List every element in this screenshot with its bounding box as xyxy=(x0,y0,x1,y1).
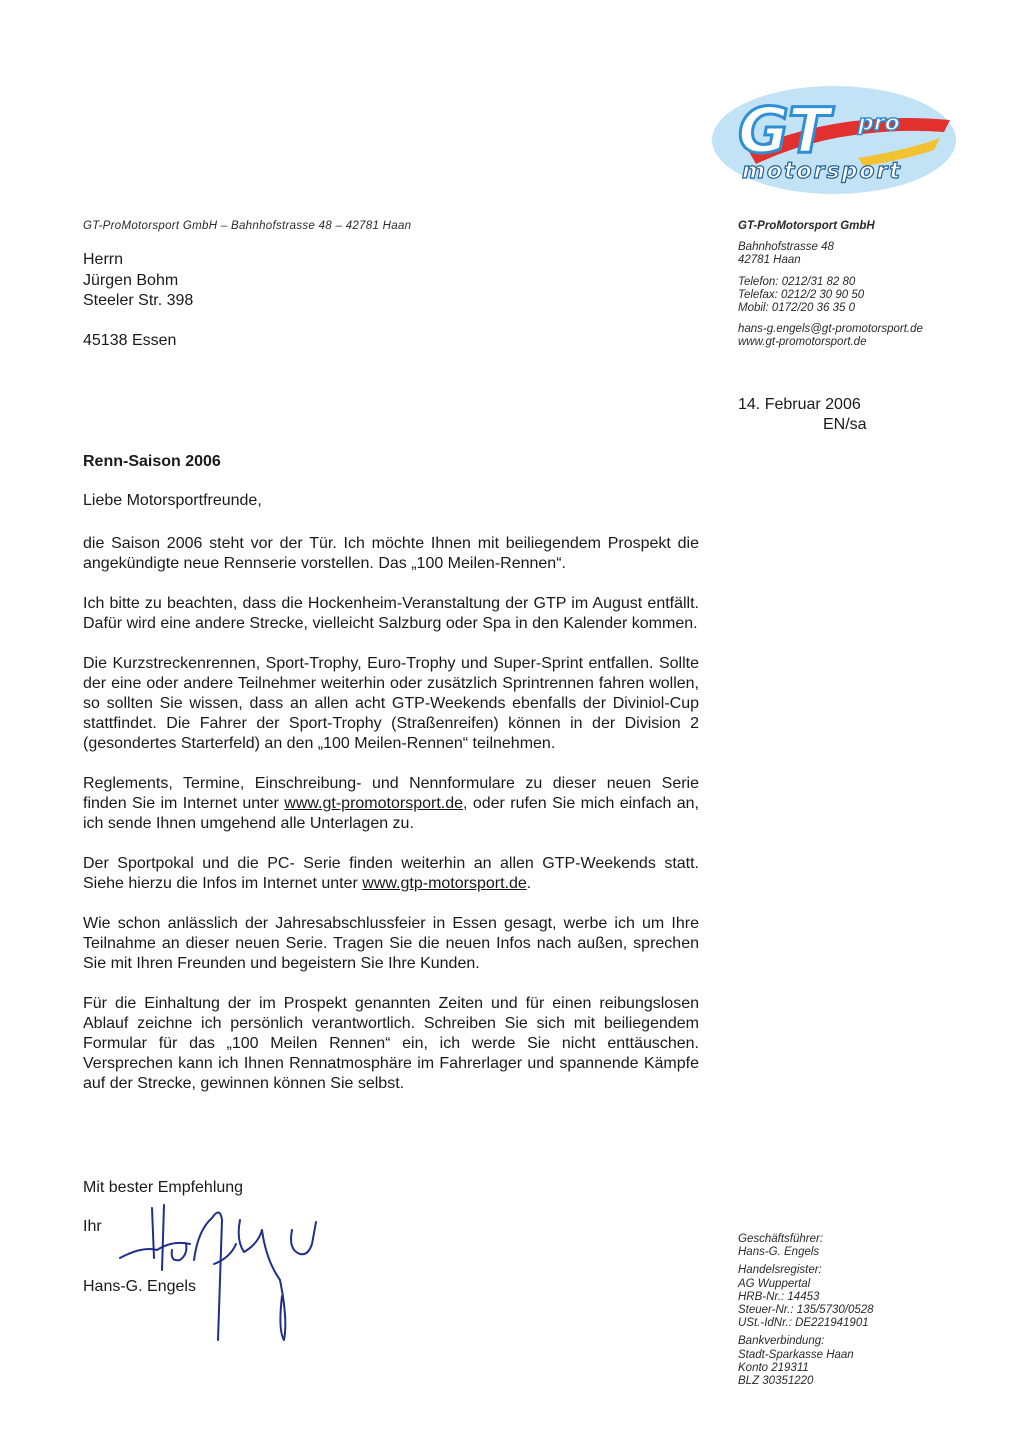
signer-name: Hans-G. Engels xyxy=(83,1278,196,1295)
logo-tagline-text: motorsport xyxy=(742,159,902,184)
paragraph-7: Für die Einhaltung der im Prospekt genannten Zeiten und für einen reibungslosen Ablauf zeichne ich persönlich verantwortlich. Schreiben Sie sich mit beiliegendem Formular für das „100 Meilen Rennen“ ein, ich werde Sie nicht enttäuschen. Versprechen kann ich Ihnen Rennatmosphäre im Fahrerlager und spannende Kämpfe auf der Strecke, gewinnen können Sie selbst. xyxy=(83,995,699,1092)
paragraph-3: Die Kurzstreckenrennen, Sport-Trophy, Euro-Trophy und Super-Sprint entfallen. Sollte der eine oder andere Teilnehmer weiterhin oder zusätzlich Sprintrennen fahren wollen, so sollten Sie wissen, dass an allen acht GTP-Weekends ebenfalls der Diviniol-Cup stattfindet. Die Fahrer der Sport-Trophy (Straßenreifen) können in der Division 2 (gesondertes Starterfeld) an den „100 Meilen-Rennen“ teilnehmen. xyxy=(83,655,699,752)
logo-pro-text: pro xyxy=(858,111,900,136)
gf-name: Hans-G. Engels xyxy=(738,1246,820,1259)
gt-promotorsport-link[interactable]: www.gt-promotorsport.de xyxy=(284,795,463,812)
company-city: 42781 Haan xyxy=(738,254,801,267)
letter-closing: Mit bester Empfehlung xyxy=(83,1179,244,1196)
letter-date: 14. Februar 2006 xyxy=(738,396,861,413)
letter-ihr: Ihr xyxy=(83,1218,102,1235)
company-email: hans-g.engels@gt-promotorsport.de xyxy=(738,323,923,336)
bank-blz: BLZ 30351220 xyxy=(738,1375,814,1388)
recipient-street: Steeler Str. 398 xyxy=(83,292,194,309)
company-mobile: Mobil: 0172/20 36 35 0 xyxy=(738,302,856,315)
handwritten-signature xyxy=(112,1200,334,1350)
company-name: GT-ProMotorsport GmbH xyxy=(738,220,875,232)
letter-reference: EN/sa xyxy=(823,416,867,433)
paragraph-4-text-b: , oder rufen Sie mich einfach an, ich sende Ihnen umgehend alle Unterlagen zu. xyxy=(83,795,699,832)
company-info xyxy=(738,220,923,350)
gf-label: Geschäftsführer: xyxy=(738,1233,824,1245)
recipient-name: Jürgen Bohm xyxy=(83,271,179,289)
paragraph-2: Ich bitte zu beachten, dass die Hockenheim-Veranstaltung der GTP im August entfällt. Dafür wird eine andere Strecke, vielleicht Salzburg oder Spa in den Kalender kommen. xyxy=(83,595,699,632)
tax-number: Steuer-Nr.: 135/5730/0528 xyxy=(738,1304,874,1317)
gt-pro-motorsport-logo xyxy=(708,80,962,200)
recipient-salutation: Herrn xyxy=(83,251,124,268)
letter-subject: Renn-Saison 2006 xyxy=(83,453,221,470)
hr-number: HRB-Nr.: 14453 xyxy=(738,1290,820,1303)
letter-greeting: Liebe Motorsportfreunde, xyxy=(83,492,262,509)
company-web: www.gt-promotorsport.de xyxy=(738,336,867,349)
bank-label: Bankverbindung: xyxy=(738,1335,825,1348)
letter-body xyxy=(83,534,699,1114)
recipient-city: 45138 Essen xyxy=(83,331,177,349)
paragraph-5-text-a: Der Sportpokal und die PC- Serie finden weiterhin an allen GTP-Weekends statt. Siehe hierzu die Infos im Internet unter xyxy=(83,855,699,892)
sender-return-line: GT-ProMotorsport GmbH – Bahnhofstrasse 48 – 42781 Haan xyxy=(83,220,412,232)
paragraph-5-text-b: . xyxy=(526,875,532,892)
company-phone: Telefon: 0212/31 82 80 xyxy=(738,275,856,288)
gtp-motorsport-link[interactable]: www.gtp-motorsport.de xyxy=(362,875,527,892)
vat-id: USt.-IdNr.: DE221941901 xyxy=(738,1317,869,1330)
bank-name: Stadt-Sparkasse Haan xyxy=(738,1348,854,1361)
hr-court: AG Wuppertal xyxy=(738,1277,811,1290)
paragraph-4-text-a: Reglements, Termine, Einschreibung- und Nennformulare zu dieser neuen Serie finden Sie im Internet unter xyxy=(83,775,699,812)
hr-label: Handelsregister: xyxy=(738,1264,822,1277)
company-fax: Telefax: 0212/2 30 90 50 xyxy=(738,288,865,301)
logo-gt-text: GT xyxy=(738,94,831,167)
paragraph-1: die Saison 2006 steht vor der Tür. Ich möchte Ihnen mit beiliegendem Prospekt die angekündigte neue Rennserie vorstellen. Das „100 Meilen-Rennen“. xyxy=(83,535,699,572)
bank-account: Konto 219311 xyxy=(738,1361,809,1374)
paragraph-6: Wie schon anlässlich der Jahresabschlussfeier in Essen gesagt, werbe ich um Ihre Teilnahme an dieser neuen Serie. Tragen Sie die neuen Infos nach außen, sprechen Sie mit Ihren Freunden und begeistern Sie Ihre Kunden. xyxy=(83,915,699,972)
paragraph-5 xyxy=(83,854,699,894)
recipient-address xyxy=(83,250,193,351)
paragraph-4 xyxy=(83,774,699,834)
company-street: Bahnhofstrasse 48 xyxy=(738,241,834,254)
legal-info xyxy=(738,1233,874,1388)
